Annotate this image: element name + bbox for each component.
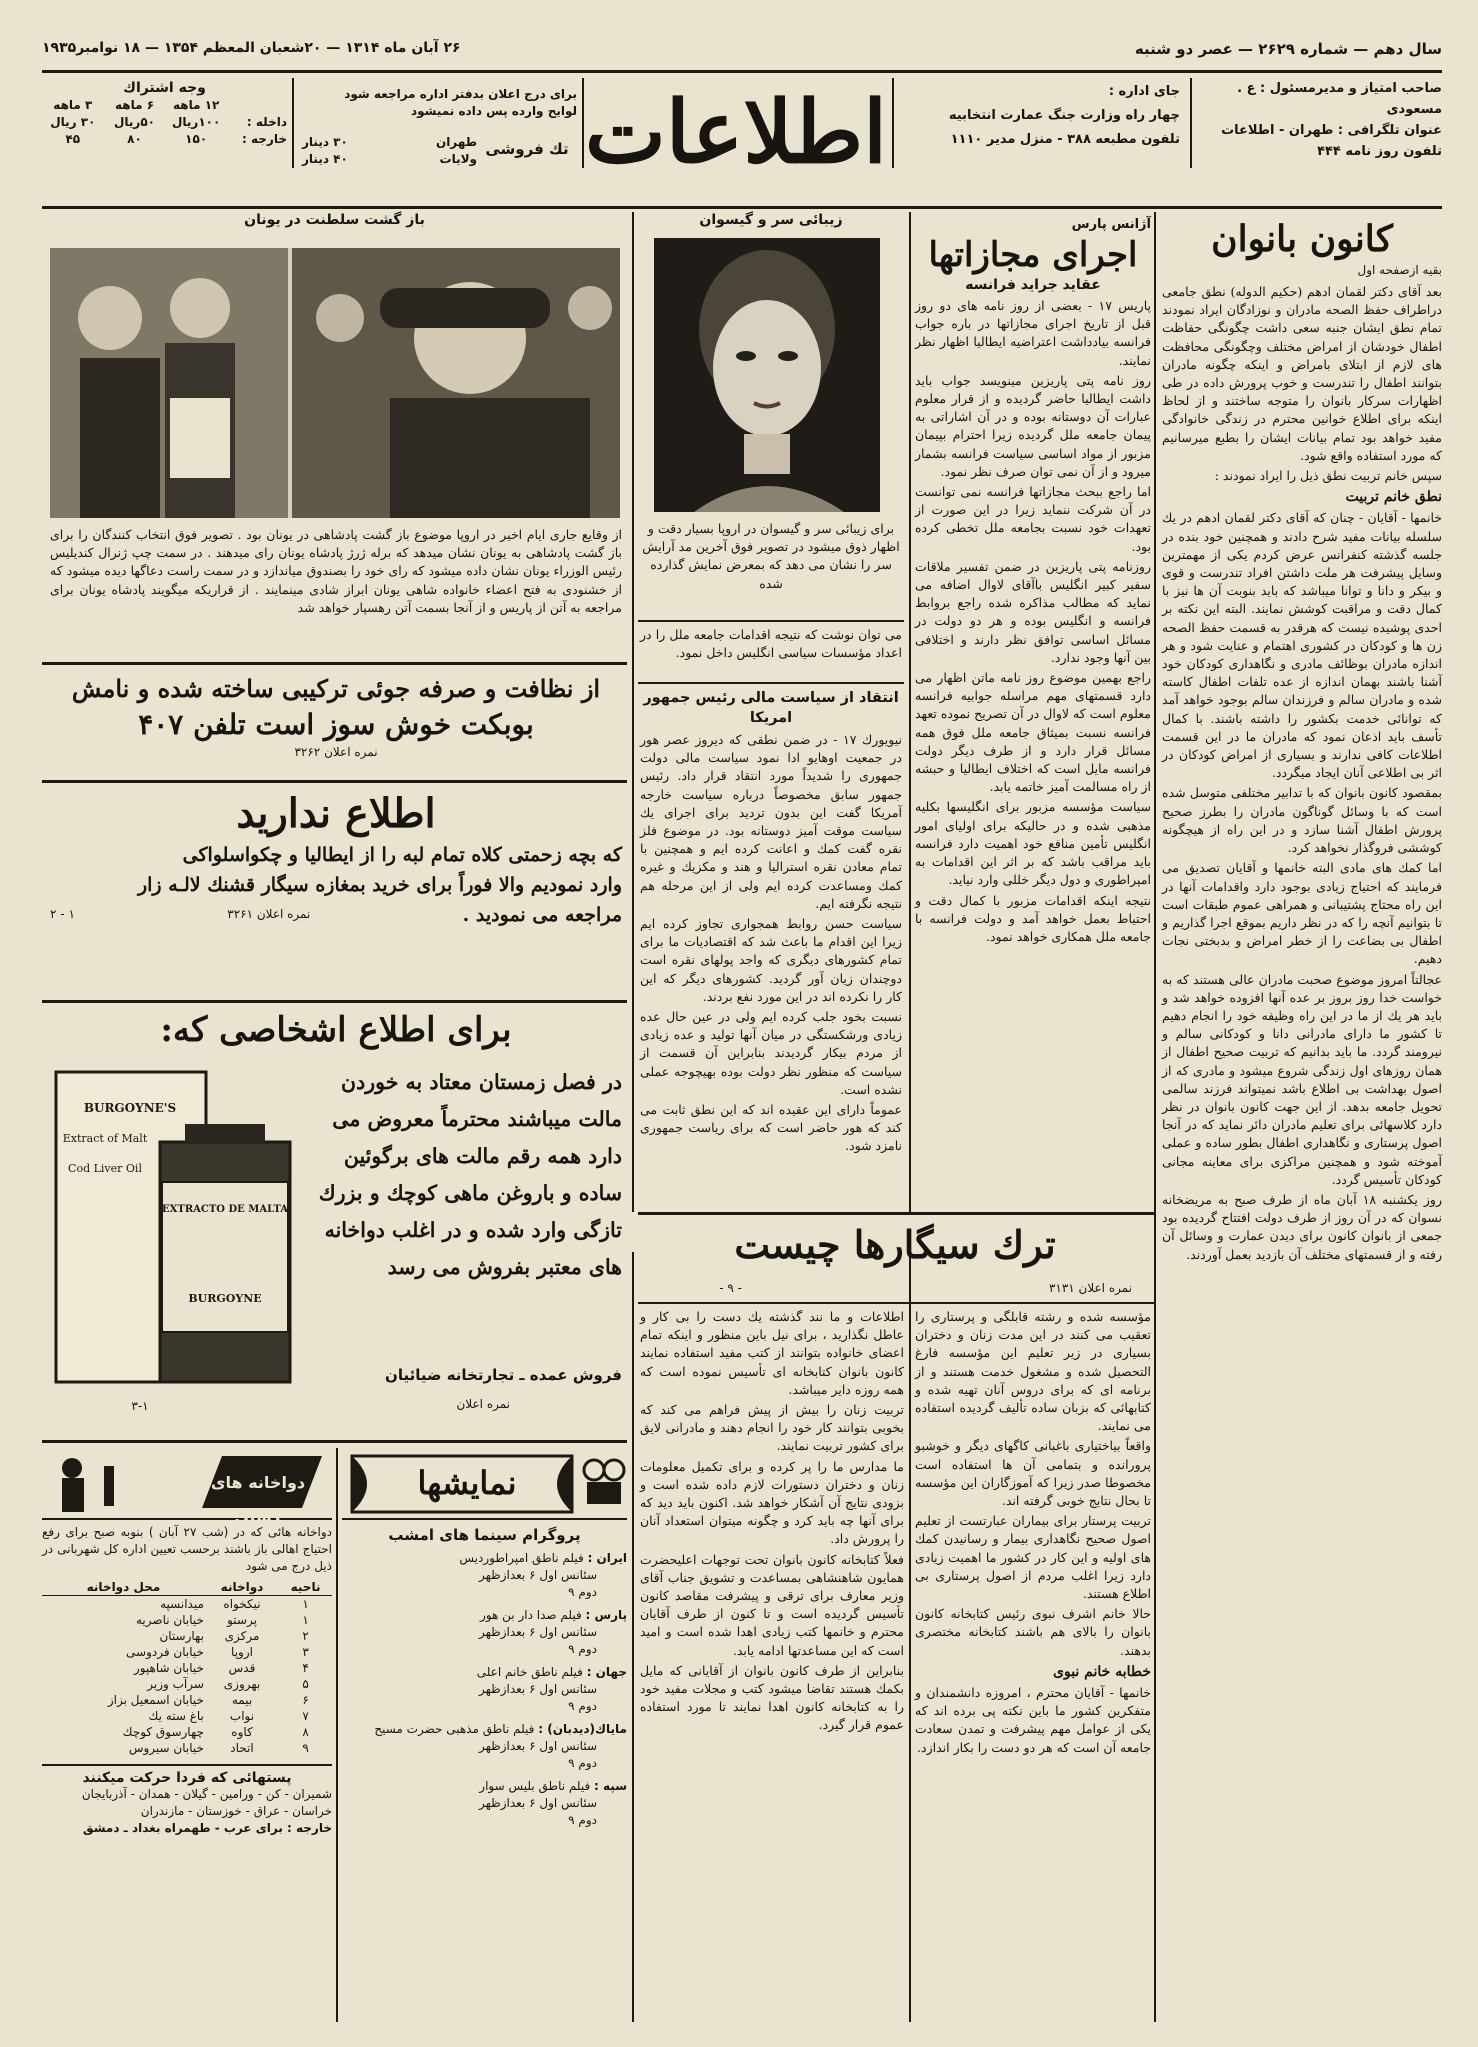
cinema-film: فیلم ناطق بلیس سوار	[479, 1779, 591, 1793]
rule	[42, 1000, 627, 1003]
sanctions-title: اجرای مجازاتها	[928, 235, 1138, 275]
paragraph: تربیت زنان را بیش از پیش فراهم می کند که بخوبی بتوانند کار خود را انجام دهند و مادرانی لایق برای کشور تربیت نمایند.	[640, 1402, 904, 1454]
pharmacy-box	[42, 1448, 332, 2022]
paragraph: نتیجه اینکه اقدامات مزبور با کمال دقت و احتیاط بعمل خواهد آمد و دولت فرانسه با جامعه ملل همکاری خواهد نمود.	[915, 892, 1151, 944]
paragraph: نسبت بخود جلب کرده ایم ولی در عین حال عده زیادی ورشکستگی در میان آنها تولید و عده زیادی از مردم بیکار گردیدند بنابراین آن قسمت از سیاست که منظور نظر دولت بوده بهیچوجه عملی نشده است.	[640, 1009, 902, 1097]
agency-label: آژانس پارس	[1071, 217, 1151, 232]
cinema-entry	[342, 1550, 627, 1601]
cinema-show: دوم ۹	[568, 1756, 597, 1770]
paragraph: فعلاً کتابخانه کانون بانوان تحت توجهات اعلیحضرت همایون شاهنشاهی بمساعدت و تشویق جناب آقای وزیر معارف برای ترقی و پیشرفت مقاصد کانون تأسیس گردیده است و تا کنون از طرف آقایان محترم و خانمها کتب زیادی اهدا شده است و امید است که این مساعدتها ادامه یابد.	[640, 1551, 904, 1658]
pharmacy-location: سرآب وزیر	[147, 1677, 204, 1691]
foreign-label: خارجه :	[242, 132, 287, 146]
domestic-label: داخله :	[246, 115, 287, 129]
post-section	[42, 1764, 332, 1837]
table-row	[42, 1644, 332, 1660]
speech-heading: خطابه خانم نبوی	[1053, 1663, 1151, 1680]
rule	[42, 662, 627, 665]
post-foreign: خارجه : برای عرب - طهمراه بغداد ـ دمشق	[82, 1821, 332, 1835]
library-article-right	[915, 1308, 1151, 2022]
ad-code: - ۹ -	[719, 1281, 742, 1295]
period: ۶ ماهه	[114, 98, 155, 112]
rule	[42, 1440, 627, 1443]
sanctions-article	[915, 216, 1151, 1191]
pharmacy-name: قدس	[228, 1661, 256, 1675]
price: ۱۰۰ریال	[172, 115, 221, 129]
election-photo-image	[50, 248, 620, 518]
pharmacy-name: پرستو	[227, 1613, 257, 1627]
theater-logo: نمایشها	[417, 1464, 517, 1502]
office-info	[945, 80, 1180, 180]
cinema-entry	[342, 1721, 627, 1772]
price: ۳۰ ریال	[50, 115, 96, 129]
phone-line: تلفون روز نامه ۴۴۴	[1317, 144, 1442, 159]
paragraph: سیاست حسن روابط همجواری تجاوز کرده ایم زیرا این اقدام ما باعث شد که اقتصادیات ما برای تمام کشورهای دیگری که واجد پولهای نقره است دوچندان زیان آور گردید. کشورهای دیگر که این کار را نکرده اند در این مورد نفع بردند.	[640, 916, 902, 1004]
table-row	[42, 1692, 332, 1708]
malt-jars-image	[50, 1062, 300, 1392]
cinema-name: جهان :	[586, 1665, 627, 1679]
column-rule	[336, 1448, 338, 2022]
table-row	[42, 1612, 332, 1628]
paragraph: سیاست مؤسسه مزبور برای انگلیسها بکلیه مذهبی شده و در حالیکه برای اولیای امور انگلیس تأمین منافع خود اهمیت دارد فرانسه باید مراقب باشد که بر اثر این اقدامات به امپراطوری و دول دیگر خللی وارد نیاید.	[915, 799, 1151, 888]
cinema-entry	[342, 1778, 627, 1829]
ad-line: از نظافت و صرفه جوئی ترکیبی ساخته شده و نامش	[71, 674, 601, 703]
table-row	[42, 1724, 332, 1740]
price-table	[302, 134, 477, 178]
ad-line: بوبکت خوش سوز است تلفن ۴۰۷	[138, 708, 534, 741]
dateline-left: ۲۶ آبان ماه ۱۳۱۴ — ۲۰شعبان المعظم ۱۳۵۴ — ۱۸ نوامبر۱۹۳۵	[42, 40, 461, 56]
malt-jars-illustration	[50, 1062, 300, 1392]
cinema-show: سئانس اول ۶ بعدازظهر	[479, 1568, 597, 1582]
ad-line: که بچه زحمتی کلاه تمام لبه را از ایطالیا و چکواسلواکی	[182, 844, 622, 866]
price-city: ولایات	[439, 152, 477, 166]
price-value: ۴۰ دینار	[302, 152, 348, 166]
cinema-show: دوم ۹	[568, 1699, 597, 1713]
paragraph: تربیت پرستار برای بیماران عبارتست از تعلیم اصول صحیح نگاهداری بیمار و رسانیدن کمك های اولیه و این کار در کشور ما اهمیت زیادی دارد زیرا اغلب مردم از اصول پرستاری بی اطلاع هستند.	[915, 1513, 1151, 1602]
label-right-top: EXTRACTO DE MALTA	[162, 1204, 288, 1215]
pharmacy-location: خیابان شاهپور	[133, 1661, 204, 1675]
column-rule	[909, 1252, 911, 2022]
single-sale-label: تك فروشی	[485, 140, 569, 158]
paragraph: پاریس ۱۷ - بعضی از روز نامه های دو روز قبل از تاریخ اجرای مجازاتها در باره جواب فرانسه بیادداشت اعتراضیه ایطالیا اظهار نظر نمایند.	[915, 298, 1151, 368]
dateline-right: سال دهم — شماره ۲۶۲۹ — عصر دو شنبه	[1134, 40, 1442, 58]
kanoon-article	[1162, 216, 1442, 2026]
pharmacy-table	[42, 1579, 332, 1756]
cinema-show: سئانس اول ۶ بعدازظهر	[479, 1682, 597, 1696]
paragraph: راجع بهمین موضوع روز نامه ماتن اظهار می دارد قسمتهای مهم مراسله جوابیه فرانسه معلوم است که لاوال در آن تصریح نموده تعهد فرانسه نسبت بمیثاق جامعه ملل فوق همه مسائل قرار دارد و از طرف دیگر دولت فرانسه مایل است که اختلاف ایطالیا و حبشه از راه مسالمت آمیز خاتمه یابد.	[915, 670, 1151, 795]
cinema-film: فیلم صدا دار بن هور	[480, 1608, 582, 1622]
theater-title: پروگرام سینما های امشب	[388, 1526, 581, 1544]
pharmacy-name: بهروزی	[223, 1677, 261, 1691]
district: ۲	[302, 1629, 309, 1643]
table-header	[42, 1579, 332, 1596]
paragraph: بمقصود کانون بانوان که با تدابیر مختلفی متوسل شده است که با وسائل گوناگون مادران را بطرز صحیح پرورش اطفال آشنا سازد و در این راه از هیچگونه کوششی فروگذار نخواهد کرد.	[1162, 785, 1442, 856]
newspaper-page	[42, 40, 1442, 2030]
paragraph: روز یکشنبه ۱۸ آبان ماه از طرف صبح به مریضخانه نسوان که در آن روز از طرف دولت افتتاح گردیده بود جمعی از بانوان کانون برای دیدن عمارت و وسائل آن رفته و از قسمتهای مختلف آن بازدید بعمل آوردند.	[1162, 1191, 1442, 1262]
paragraph: عجالتاً امروز موضوع صحبت مادران عالی هستند که به خواست خدا روز بروز بر عده آنها افزوده خواهد شد و باید هر یك از ما در این راه وظیفه خود را انجام دهیم تا کشور ما دارای مادرانی دانا و کودکانی سالم و نیرومند گردد. ما باید بدانیم که تربیت صحیح اطفال از همان روزهای اول زندگی شروع میشود و مادری که از اصول بهداشت بی اطلاع باشد نمیتواند فرزند سالمی تحویل جامعه بدهد. از این جهت کانون بانوان در نظر دارد کلاسهائی برای تعلیم مادران دائر نماید که در آنجا اصول پرستاری و نگاهداری اطفال بطور ساده و عملی آموخته شود و همچنین مراکزی برای معاینه مجانی کودکان تأسیس گردد.	[1162, 971, 1442, 1187]
paragraph: خانمها - آقایان - چنان که آقای دکتر لقمان ادهم در یك سلسله بیانات مفید شرح دادند و همچنین خود بنده در جلسه گذشته کنفرانس عرض کردم یکی از مهمترین وسایل پیشرفت هر ملت داشتن افراد تندرست و قوی و بیکر و دانا و توانا میباشد که باید بنوبت آن ها نیز با کمال دقت و مراقبت کوشش نمایند. البته این نکته بر احدی پوشیده نیست که هرقدر به قسمت حفظ الصحه زن ها و کودکان در کشوری اهتمام و عنایت شود و هر اندازه مادران بوظائف مادری و نگاهداری کودکان خود آشنا باشند بهمان اندازه از عده تلفات اطفال کاسته شده و مادران سالم و فرزندان سالم بوجود خواهد آمد که توانائی خدمت بکشور را داشته باشند. با کمال تأسف باید اذعان نمود که مادران ما در این قسمت اطلاعات کافی ندارند و بسیاری از امراض کودکان در اثر بی اطلاعی آنان ایجاد میگردد.	[1162, 510, 1442, 781]
table-row	[42, 1708, 332, 1724]
speech-heading: نطق خانم تربیت	[1345, 489, 1442, 506]
post-line: شمیران - کن - ورامین - گیلان - همدان - آذربایجان	[81, 1787, 332, 1801]
price-city: طهران	[435, 135, 477, 149]
post-title: پستهائی که فردا حرکت میکنند	[82, 1770, 292, 1786]
rule	[638, 682, 904, 684]
kanoon-title: کانون بانوان	[1211, 218, 1393, 260]
table-row	[42, 1660, 332, 1676]
cinema-show: دوم ۹	[568, 1585, 597, 1599]
paragraph: بعد آقای دکتر لقمان ادهم (حکیم الدوله) نطق جامعی دراطراف حفظ الصحه مادران و نوزادگان ایراد نمودند تمام نطق ایشان جنبه سعی داشت چگونگی حفاظت اطفال خودشان از امراض مختلف وچگونگی محافظت های لازم از ابتلای بامراض و اینکه چگونه مادران بتوانند اطفال را تندرست و خوب پرورش داده در طی اظهارات سرکار بانوان را متوجه ساختند و از لحاظ اینکه برای اطلاع خوانین محترم در زندگی خانوادگی مفید خواهد بود تمام بیانات ایشان را بطبع میرسانیم که مورد استفاده واقع شود.	[1162, 284, 1442, 463]
ad-title: اطلاع ندارید	[236, 790, 436, 837]
rule	[638, 1302, 1154, 1304]
pharmacy-logo-area	[42, 1448, 332, 1526]
cinema-name: مایاك(دیدبان) :	[538, 1722, 627, 1736]
greece-photo	[50, 248, 620, 518]
quit-smoking-title: ترك سیگارها چیست	[734, 1222, 1056, 1267]
owner-info	[1197, 78, 1442, 178]
office-label: جای اداره :	[1108, 84, 1180, 99]
paragraph: اطلاعات و ما نند گذشته یك دست را بی کار و عاطل نگذارید ، برای نیل باین منظور و اینکه تمام اعضای خانواده بتوانند از کتب مفید استفاده نمایند کانون بانوان کتابخانه ای تأسیس نموده است که همه روزه دایر میباشد.	[640, 1309, 904, 1397]
pharmacy-name: نواب	[229, 1709, 255, 1723]
column-rule	[1154, 212, 1156, 2022]
cinema-entry	[342, 1607, 627, 1658]
beauty-title: زیبائی سر و گیسوان	[699, 212, 843, 228]
pharmacy-location: خیابان ناصریه	[136, 1613, 204, 1627]
ad-body: در فصل زمستان معتاد به خوردن مالت میباشند محترماً معروض می دارد همه رقم مالت های برگوئین ساده و باروغن ماهی کوچك و بزرك تازگی وارد شده و در اغلب دواخانه های معتبر بفروش می رسد	[318, 1070, 622, 1279]
ad-number: نمره اعلان ۳۲۶۲	[294, 745, 378, 759]
paragraph: می توان نوشت که نتیجه اقدامات جامعه ملل را در اعداد مؤسسات سیاسی انگلیس داخل نمود.	[640, 627, 902, 661]
district: ۱	[302, 1597, 309, 1611]
notice-line: برای درج اعلان بدفتر اداره مراجعه شود	[344, 87, 577, 101]
pharmacy-location: بهارستان	[159, 1629, 204, 1643]
pharmacy-logo: دواخانه های کشیك	[210, 1473, 306, 1526]
paragraph: روز نامه پتی پاریزین مینویسد جواب باید داشت ایطالیا حاضر گردیده و از قرار معلوم عبارات آن دوستانه بوده و در آن اشاراتی به پیمان جامعه ملل گردیده زیرا احترام بپیمان مزبور از مواد اساسی سیاست فرانسه بشمار میرود و از آن نمی توان صرف نظر نمود.	[915, 372, 1151, 479]
divider	[892, 78, 894, 168]
beauty-caption: برای زیبائی سر و گیسوان در اروپا بسیار دقت و اظهار ذوق میشود در تصویر فوق آخرین مد آرایش سر را نشان می دهد که بمعرض نمایش گذارده شده	[642, 521, 900, 591]
table-row	[42, 1596, 332, 1613]
post-line: خراسان - عراق - خوزستان - مازندران	[140, 1804, 332, 1818]
ad-code: ۳-۱	[131, 1399, 149, 1413]
owner-line: صاحب امتیاز و مدیرمسئول : ع . مسعودی	[1237, 81, 1442, 117]
price: ۵۰ریال	[113, 115, 155, 129]
paragraph: عموماً دارای این عقیده اند که این نطق ثابت می کند که هور حاضر است که برای ریاست جمهوری نامزد شود.	[640, 1102, 902, 1154]
ad-line: وارد نمودیم والا فوراً برای خرید بمغازه سیگار قشنك لالـه زار	[137, 874, 622, 896]
ad-malt	[50, 1006, 622, 1426]
label-left-top: BURGOYNE'S	[83, 1101, 177, 1115]
masthead-rule	[42, 206, 1442, 209]
paragraph: اما کمك های مادی البته خانمها و آقایان تصدیق می فرمایند که احتیاج زیادی بوجود دارد واقدامات آنها در این راه محتاج پشتیبانی و همراهی عموم طبقات است تا بتوانیم آنچه را که در نظر داریم بموقع اجرا گذاریم و اطفال بی بضاعت را از خطر امراض و بدبختی نجات دهیم.	[1162, 860, 1442, 967]
america-title: انتقاد از سیاست مالی رئیس جمهور امریکا	[643, 690, 899, 726]
column-header: دواخانه	[205, 1579, 279, 1596]
ad-line: مراجعه می نمودید .	[462, 904, 622, 926]
label-left-bot: Cod Liver Oil	[68, 1162, 142, 1175]
ad-title: برای اطلاع اشخاصی که:	[160, 1010, 512, 1050]
ad-hat	[50, 788, 622, 988]
library-article-left	[640, 1308, 904, 2022]
greece-title: باز گشت سلطنت در یونان	[244, 212, 425, 228]
kanoon-sub: بقیه ازصفحه اول	[1357, 263, 1442, 277]
district: ۴	[302, 1661, 309, 1675]
theater-box	[342, 1448, 627, 2022]
top-rule	[42, 70, 1442, 73]
ad-code: ۱ - ۲	[50, 907, 75, 921]
label-right-bot: BURGOYNE	[188, 1292, 262, 1305]
office-phones: تلفون مطبعه ۳۸۸ - منزل مدیر ۱۱۱۰	[950, 132, 1180, 147]
pharmacy-name: اتحاد	[230, 1741, 254, 1755]
pharmacy-location: باغ سته یك	[148, 1709, 204, 1723]
cinema-show: دوم ۹	[568, 1642, 597, 1656]
table-row	[42, 1740, 332, 1756]
cinema-film: فیلم ناطق مذهبی حضرت مسیح	[374, 1722, 535, 1736]
rule	[638, 1212, 1154, 1215]
paragraph: مؤسسه شده و رشته قابلگی و پرستاری را تعقیب می کنند در این مدت زنان و دختران بسیاری در زیر تعلیم این مؤسسه فارغ التحصیل شده و مشغول خدمت هستند و از برنامه ای که برای دروس آنان تهیه شده و کتابهائی که بزبان ساده تألیف گردیده استفاده می نمایند.	[915, 1309, 1151, 1434]
pharmacy-name: کاوه	[231, 1725, 253, 1739]
price-value: ۳۰ دینار	[302, 135, 348, 149]
ad-cigarette	[50, 672, 622, 772]
price: ۱۵۰	[185, 132, 208, 146]
period: ۳ ماهه	[53, 98, 93, 112]
paragraph: سپس خانم تربیت نطق ذیل را ایراد نمودند :	[1214, 468, 1442, 484]
paragraph: اما راجع ببحث مجازاتها فرانسه نمی توانست در آن شرکت ننماید زیرا در این صورت از تعهدات خود نسبت بجامعه ملل تخطی کرده بود.	[915, 484, 1151, 554]
pharmacy-location: خیابان اسمعیل بزاز	[107, 1693, 204, 1707]
divider	[1190, 78, 1192, 168]
district: ۱	[302, 1613, 309, 1627]
pharmacy-location: خیابان فردوسی	[126, 1645, 204, 1659]
table-row	[42, 1628, 332, 1644]
cinema-name: ایران :	[587, 1551, 627, 1565]
pharmacy-location: چهارسوق کوچك	[122, 1725, 204, 1739]
pharmacy-location: میدانسپه	[160, 1597, 204, 1611]
paragraph: نیویورك ۱۷ - در ضمن نطقی که دیروز عصر هور در جمعیت اوهایو ادا نمود سیاست مالی دولت جمهوری را شدیداً مورد انتقاد قرار داد. رئیس جمهور سابق مخصوصاً درباره سیاست خارجه آمریکا گفت این بدون تردید برای اجرای یك سیاست موقت آمیز دوستانه بود. در موضوع فلز نقره گفت کمك و اعانت کرده ایم و همچنین با تمام معادن نقره استرالیا و هند و مکزیك و غیره کمك ومساعدت کرده ایم ولی از این مرحله هم نتیجه نگرفته ایم.	[640, 732, 902, 911]
paragraph: ما مدارس ما را پر کرده و برای تکمیل معلومات زنان و دختران دستورات لازم داده شده است و بزودی نتایج آن آشکار خواهد شد. اکنون باید دید که برای آنها چه باید کرد و چگونه میتوان استعداد آنان را پرورش داد.	[640, 1458, 904, 1547]
subscription-box	[42, 80, 287, 180]
cinema-entry	[342, 1664, 627, 1715]
cinema-name: پارس :	[585, 1608, 627, 1622]
telegram-line: عنوان تلگرافی : طهران - اطلاعات	[1221, 123, 1442, 138]
rule	[638, 620, 904, 622]
label-left-mid: Extract of Malt	[62, 1132, 148, 1145]
column-header: ناحیه	[279, 1579, 332, 1596]
district: ۶	[302, 1693, 309, 1707]
cinema-show: سئانس اول ۶ بعدازظهر	[479, 1796, 597, 1810]
period: ۱۲ ماهه	[172, 98, 220, 112]
ad-number: نمره اعلان ۳۱۳۱	[1048, 1281, 1132, 1295]
rule	[42, 780, 627, 783]
column-rule	[632, 1252, 634, 2022]
subscription-title: وجه اشتراك	[123, 80, 206, 96]
paragraph: بنابراین از طرف کانون بانوان از آقایانی که مایل بکمك هستند تقاضا میشود کتب و مجلات مفید خود را به کتابخانه کانون اهدا نمایند تا مورد استفاده عموم قرار گیرد.	[640, 1662, 904, 1733]
price: ۸۰	[127, 132, 142, 146]
sanctions-sub: عقاید جراید فرانسه	[965, 277, 1101, 293]
woman-portrait-image	[654, 238, 880, 512]
pharmacy-name: بیمه	[231, 1693, 253, 1707]
column-rule	[632, 212, 634, 1212]
paragraph: روزنامه پتی پاریزین در ضمن تفسیر ملاقات سفیر کبیر انگلیس باآقای لاوال اضافه می نماید که مطالب مذاکره شده راجع بروابط فرانسه و انگلیس بوده و هر دو دولت در مسائل اساسی توافق نظر دارند و اختلافی بین آنها وجود ندارد.	[915, 558, 1151, 665]
notice	[297, 86, 577, 126]
cinema-film: فیلم ناطق امپراطوردیس	[459, 1551, 584, 1565]
cinema-film: فیلم ناطق خانم اعلی	[476, 1665, 583, 1679]
america-article	[640, 688, 902, 1208]
cinema-name: سپه :	[594, 1779, 627, 1793]
paragraph: خانمها - آقایان محترم ، امروزه دانشمندان و متفکرین کشور ما باین نکته پی برده اند که یکی از عوامل مهم پیشرفت و تمدن سعادت جامعه آن است که هر دو دست را بکار اندازد.	[915, 1685, 1151, 1755]
pharmacy-intro: دواخانه هائی که در (شب ۲۷ آبان ) بنوبه صبح برای رفع احتیاج اهالی باز باشند برحسب تعیین اداره کل شهربانی در ذیل درج می شود	[42, 1525, 332, 1573]
ad-number: نمره اعلان	[456, 1397, 510, 1411]
pharmacy-location: خیابان سیروس	[128, 1741, 204, 1755]
cinema-list	[342, 1550, 627, 1829]
greece-caption: از وقایع جاری ایام اخیر در اروپا موضوع باز گشت پادشاهی در یونان بود . تصویر فوق انتخاب کنندگان را برای باز گشت پادشاهی به یونان نشان میدهد که برله ژرژ پادشاه یونان رای میدهند . در سمت چپ ژنرال کندیلیس رئیس الوزراء یونان نشان داده میشود که رای خود را بصندوق میاندازد و در سمت راست دعاگها دیده میشود که از خشنودی به فتح اعضاء خانواده شاهی یونان ابراز شادی مینمایند . از قراریکه میگویند پادشاه یونان برای مراجعه به آتن از پاریس و از آنجا بسمت آتن رهسپار خواهد شد	[50, 527, 622, 615]
district: ۳	[302, 1645, 309, 1659]
district: ۸	[302, 1725, 309, 1739]
pharmacy-name: اروپا	[231, 1645, 253, 1659]
pharmacy-name: مرکزی	[224, 1629, 260, 1643]
pharmacy-name: نیکخواه	[223, 1597, 261, 1611]
cinema-show: دوم ۹	[568, 1813, 597, 1827]
column-header: محل دواخانه	[42, 1579, 205, 1596]
table-row	[42, 1676, 332, 1692]
district: ۷	[302, 1709, 309, 1723]
paragraph: واقعاً بیاختیاری باغبانی کاگهای دیگر و خوشبو پرورانده و بتمامی آن ها استفاده است مخصوطا صدر زیرا که آموزگاران این مؤسسه تا بحال نتایج خوبی گرفته اند.	[915, 1438, 1151, 1509]
beauty-photo	[654, 238, 880, 512]
office-address: چهار راه وزارت جنگ عمارت انتخابیه	[948, 108, 1180, 123]
divider	[292, 78, 294, 168]
newspaper-title: اطلاعات	[584, 82, 887, 183]
ad-number: نمره اعلان ۳۲۶۱	[227, 907, 311, 921]
district: ۵	[302, 1677, 309, 1691]
divider	[582, 78, 584, 168]
theater-logo-area	[342, 1448, 627, 1520]
paragraph: حالا خانم اشرف نبوی رئیس کتابخانه کانون بانوان را بالای هم باشند کتابخانه مختصری بدهند.	[915, 1606, 1151, 1658]
district: ۹	[302, 1741, 309, 1755]
ad-seller: فروش عمده ـ تجارتخانه ضیائیان	[385, 1366, 622, 1384]
column-rule	[909, 212, 911, 1212]
notice-line: لوایح وارده پس داده نمیشود	[410, 104, 577, 118]
cinema-show: سئانس اول ۶ بعدازظهر	[479, 1739, 597, 1753]
price: ۴۵	[65, 132, 81, 146]
cinema-show: سئانس اول ۶ بعدازظهر	[479, 1625, 597, 1639]
